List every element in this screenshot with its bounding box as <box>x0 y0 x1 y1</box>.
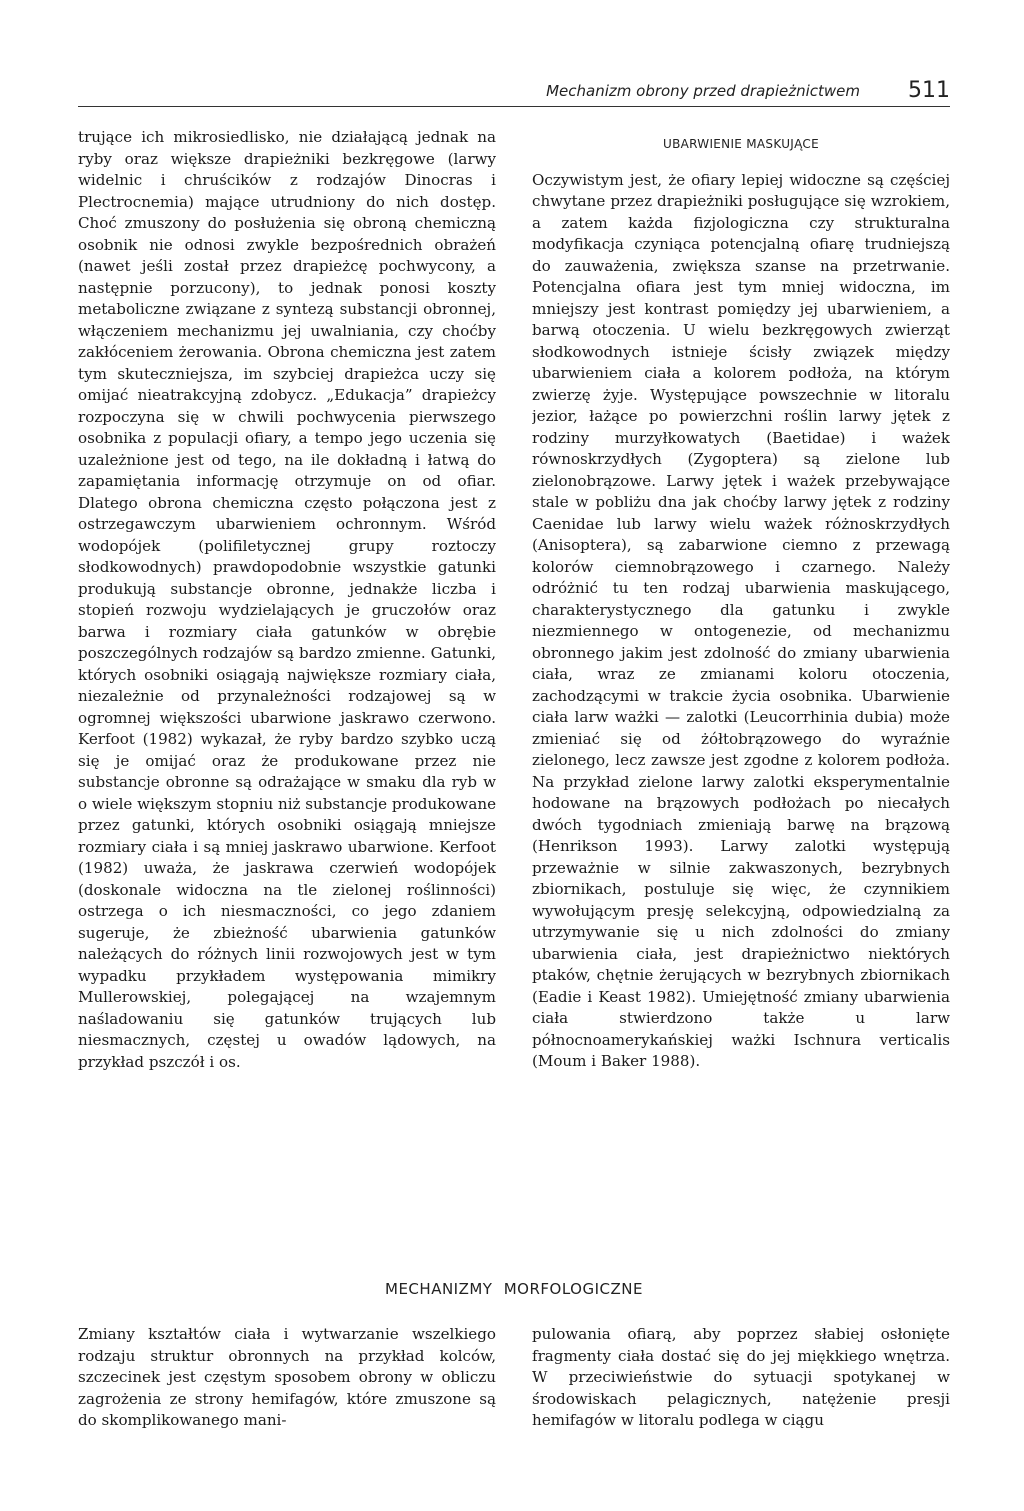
morphological-right-column <box>532 1324 950 1432</box>
section-heading-masking-coloration: UBARWIENIE MASKUJĄCE <box>663 137 819 151</box>
morphological-columns <box>78 1324 950 1432</box>
running-title: Mechanizm obrony przed drapieżnictwem <box>546 82 860 100</box>
body-columns <box>78 127 950 1099</box>
morphological-left-column <box>78 1324 496 1432</box>
page-number: 511 <box>908 78 950 103</box>
left-column-text: trujące ich mikrosiedlisko, nie działającą jednak na ryby oraz większe drapieżniki bezkręgowe (larwy widelnic i chruścików z rodzajów Dinocras i Plectrocnemia) mające utrudniony do nich dostęp. Choć zmuszony do posłużenia się obroną chemiczną osobnik nie odnosi zwykle bezpośrednich obrażeń (nawet jeśli został przez drapieżcę pochwycony, a następnie porzucony), to jednak ponosi koszty metaboliczne związane z syntezą substancji obronnej, włączeniem mechanizmu jej uwalniania, czy choćby zakłóceniem żerowania. Obrona chemiczna jest zatem tym skuteczniejsza, im szybciej drapieżca uczy się omijać nieatrakcyjną zdobycz. „Edukacja” drapieżcy rozpoczyna się w chwili pochwycenia pierwszego osobnika z populacji ofiary, a tempo jego uczenia się uzależnione jest od tego, na ile dokładną i łatwą do zapamiętania informację otrzymuje on od ofiar. Dlatego obrona chemiczna często połączona jest z ostrzegawczym ubarwieniem ochronnym. Wśród wodopójek (polifiletycznej grupy roztoczy słodkowodnych) prawdopodobnie wszystkie gatunki produkują substancje obronne, jednakże liczba i stopień rozwoju wydzielających je gruczołów oraz barwa i rozmiary ciała gatunków w obrębie poszczególnych rodzajów są bardzo zmienne. Gatunki, których osobniki osiągają największe rozmiary ciała, niezależnie od przynależności rodzajowej są w ogromnej większości ubarwione jaskrawo czerwono. Kerfoot (1982) wykazał, że ryby bardzo szybko uczą się je omijać oraz że produkowane przez nie substancje obronne są odrażające w smaku dla ryb w o wiele większym stopniu niż substancje produkowane przez gatunki, których osobniki osiągają mniejsze rozmiary ciała i są mniej jaskrawo ubarwione. Kerfoot (1982) uważa, że jaskrawa czerwień wodopójek (doskonale widoczna na tle zielonej roślinności) ostrzega o ich niesmaczności, co jego zdaniem sugeruje, że zbieżność ubarwienia gatunków należących do różnych linii rozwojowych jest w tym wypadku przykładem występowania mimikry Mullerowskiej, polegającej na wzajemnym naśladowaniu się gatunków trujących lub niesmacznych, częstej u owadów lądowych, na przykład pszczół i os. <box>78 128 496 1071</box>
running-head <box>78 72 950 107</box>
morphological-left-text: Zmiany kształtów ciała i wytwarzanie wszelkiego rodzaju struktur obronnych na przykład kolców, szczecinek jest częstym sposobem obrony w obliczu zagrożenia ze strony hemifagów, które zmuszone są do skomplikowanego mani- <box>78 1325 496 1429</box>
morphological-right-text: pulowania ofiarą, aby poprzez słabiej osłonięte fragmenty ciała dostać się do jej miękkiego wnętrza. W przeciwieństwie do sytuacji spotykanej w środowiskach pelagicznych, natężenie presji hemifagów w litoralu podlega w ciągu <box>532 1325 950 1429</box>
right-column <box>532 127 950 1099</box>
right-column-text: Oczywistym jest, że ofiary lepiej widoczne są częściej chwytane przez drapieżniki posługujące się wzrokiem, a zatem każda fizjologiczna czy strukturalna modyfikacja czyniąca potencjalną ofiarę trudniejszą do zauważenia, zwiększa szanse na przetrwanie. Potencjalna ofiara jest tym mniej widoczna, im mniejszy jest kontrast pomiędzy jej ubarwieniem, a barwą otoczenia. U wielu bezkręgowych zwierząt słodkowodnych istnieje ścisły związek między ubarwieniem ciała a kolorem podłoża, na którym zwierzę żyje. Występujące powszechnie w litoralu jezior, łażące po powierzchni roślin larwy jętek z rodziny murzyłkowatych (Baetidae) i ważek równoskrzydłych (Zygoptera) są zielone lub zielonobrązowe. Larwy jętek i ważek przebywające stale w pobliżu dna jak choćby larwy jętek z rodziny Caenidae lub larwy wielu ważek różnoskrzydłych (Anisoptera), są zabarwione ciemno z przewagą kolorów ciemnobrązowego i czarnego. Należy odróżnić tu ten rodzaj ubarwienia maskującego, charakterystycznego dla gatunku i zwykle niezmiennego w ontogenezie, od mechanizmu obronnego jakim jest zdolność do zmiany ubarwienia ciała, wraz ze zmianami koloru otoczenia, zachodzącymi w trakcie życia osobnika. Ubarwienie ciała larw ważki — zalotki (Leucorrhinia dubia) może zmieniać się od żółtobrązowego do wyraźnie zielonego, lecz zawsze jest zgodne z kolorem podłoża. Na przykład zielone larwy zalotki eksperymentalnie hodowane na brązowych podłożach po niecałych dwóch tygodniach zmieniają barwę na brązową (Henrikson 1993). Larwy zalotki występują przeważnie w silnie zakwaszonych, bezrybnych zbiornikach, postuluje się więc, że czynnikiem wywołującym presję selekcyjną, odpowiedzialną za utrzymywanie się u nich zdolności do zmiany ubarwienia ciała, jest drapieżnictwo niektórych ptaków, chętnie żerujących w bezrybnych zbiornikach (Eadie i Keast 1982). Umiejętność zmiany ubarwienia ciała stwierdzono także u larw północnoamerykańskiej ważki Ischnura verticalis (Moum i Baker 1988). <box>532 170 950 1070</box>
left-column <box>78 127 496 1099</box>
book-page <box>78 72 950 1492</box>
section-heading-morphological-mechanisms: MECHANIZMY MORFOLOGICZNE <box>385 1280 643 1298</box>
